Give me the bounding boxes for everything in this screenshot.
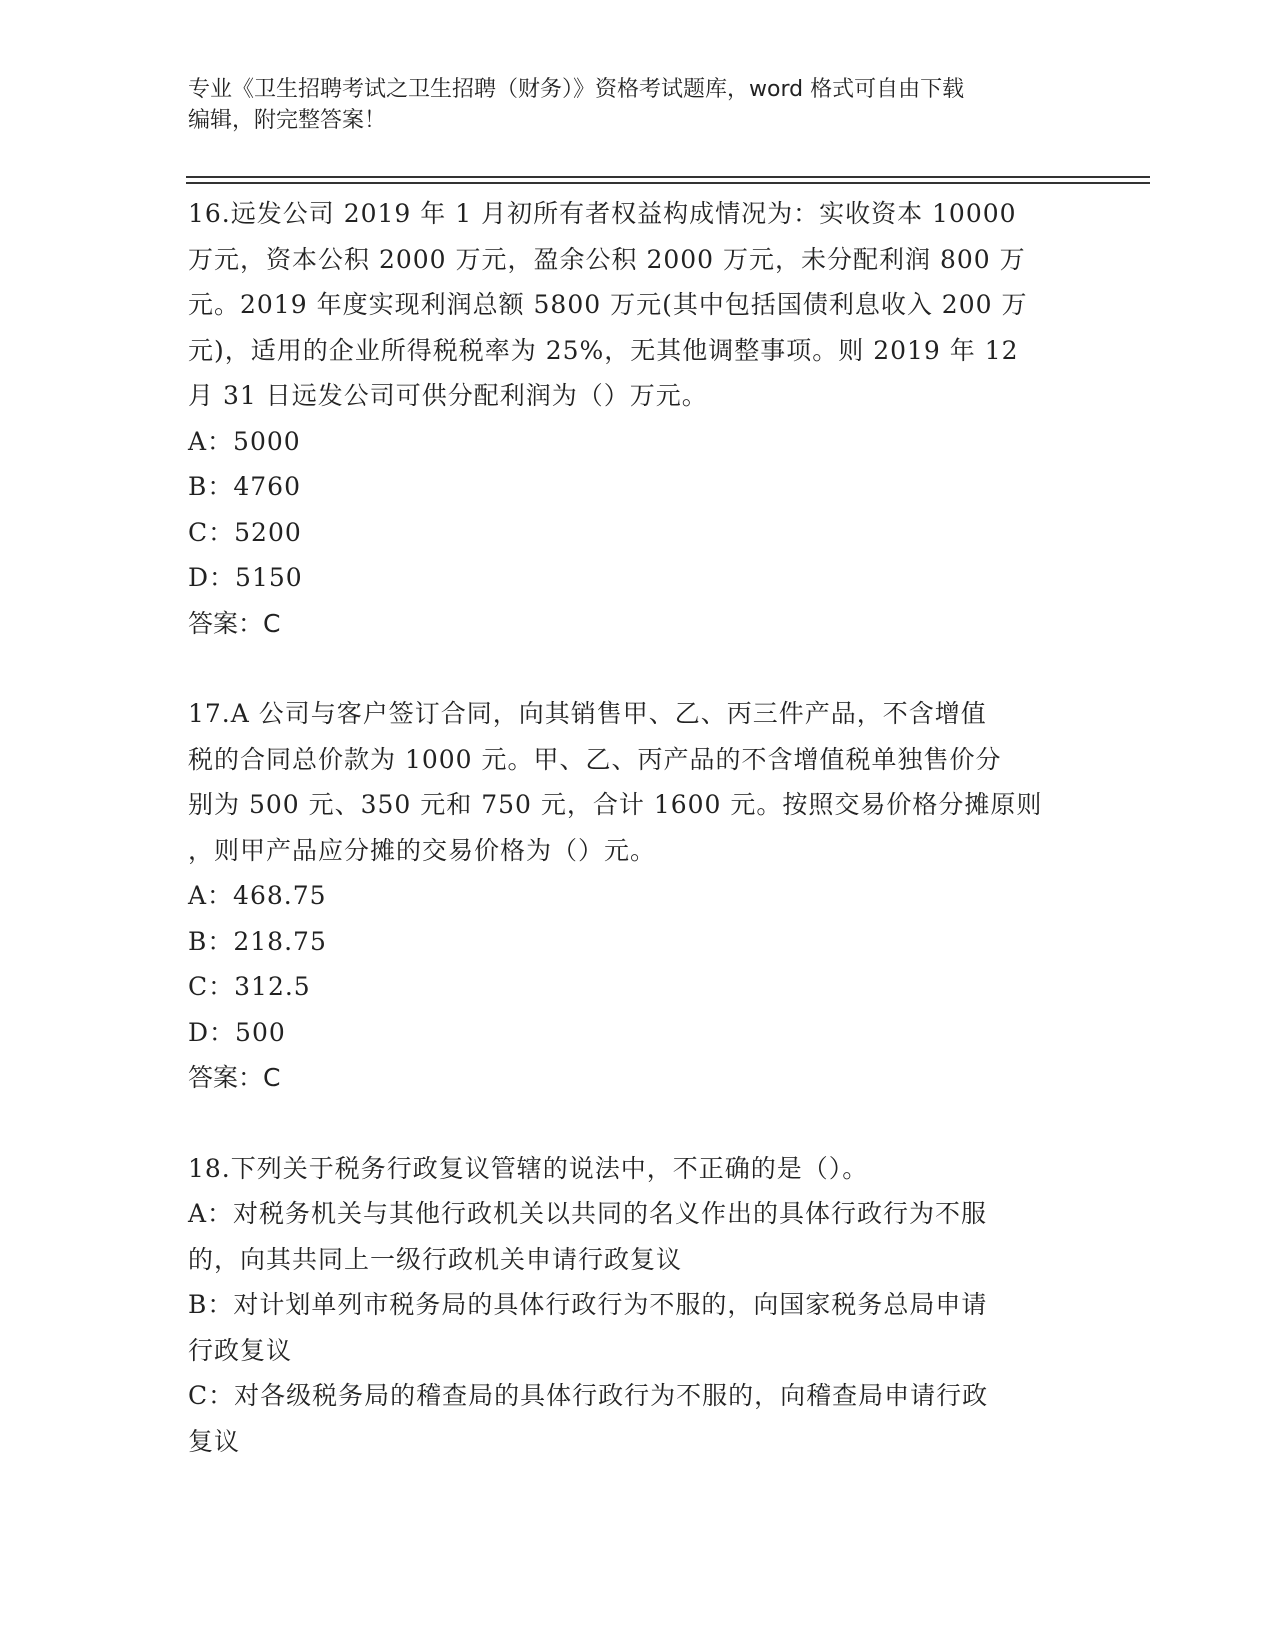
- question-stem-line: 万元，资本公积 2000 万元，盈余公积 2000 万元，未分配利润 800 万: [188, 244, 1026, 274]
- question-stem-line: 别为 500 元、350 元和 750 元，合计 1600 元。按照交易价格分摊原则: [188, 790, 1043, 819]
- page-header: [188, 74, 1088, 136]
- option-a: A：468.75: [188, 881, 327, 910]
- option-c-line: 复议: [188, 1426, 241, 1456]
- question-stem-line: 元。2019 年度实现利润总额 5800 万元(其中包括国债利息收入 200 万: [188, 290, 1028, 319]
- option-a-line: 的，向其共同上一级行政机关申请行政复议: [188, 1244, 683, 1274]
- option-a-line: A：对税务机关与其他行政机关以共同的名义作出的具体行政行为不服: [188, 1199, 988, 1228]
- question-17: [188, 691, 1068, 1101]
- header-line-2: 编辑，附完整答案！: [188, 108, 387, 133]
- header-divider-bottom: [186, 182, 1150, 184]
- question-stem-line: 元)，适用的企业所得税税率为 25%，无其他调整事项。则 2019 年 12: [188, 335, 1019, 365]
- question-list: [188, 191, 1068, 1464]
- question-stem-line: 16.远发公司 2019 年 1 月初所有者权益构成情况为：实收资本 10000: [188, 199, 1017, 228]
- option-d: D：5150: [188, 563, 303, 592]
- option-c-line: C：对各级税务局的稽查局的具体行政行为不服的，向稽查局申请行政: [188, 1381, 989, 1410]
- option-b-line: 行政复议: [188, 1335, 293, 1365]
- question-stem-line: 月 31 日远发公司可供分配利润为（）万元。: [188, 381, 708, 410]
- option-b: B：4760: [188, 472, 301, 501]
- option-a: A：5000: [188, 426, 301, 456]
- option-c: C：312.5: [188, 972, 311, 1001]
- question-16: [188, 191, 1068, 646]
- header-divider-top: [186, 176, 1150, 178]
- question-18: [188, 1146, 1068, 1465]
- spacer: [188, 646, 1068, 691]
- option-b-line: B：对计划单列市税务局的具体行政行为不服的，向国家税务总局申请: [188, 1290, 988, 1319]
- option-c: C：5200: [188, 517, 302, 547]
- answer: 答案：C: [188, 608, 281, 638]
- option-b: B：218.75: [188, 926, 327, 956]
- question-stem-line: 17.A 公司与客户签订合同，向其销售甲、乙、丙三件产品，不含增值: [188, 699, 987, 728]
- header-line-1: 专业《卫生招聘考试之卫生招聘（财务）》资格考试题库，word 格式可自由下载: [188, 77, 965, 102]
- answer: 答案：C: [188, 1063, 281, 1092]
- question-stem-line: ，则甲产品应分摊的交易价格为（）元。: [188, 835, 657, 865]
- question-stem-line: 税的合同总价款为 1000 元。甲、乙、丙产品的不含增值税单独售价分: [188, 744, 1002, 774]
- spacer: [188, 1101, 1068, 1146]
- option-d: D：500: [188, 1017, 286, 1047]
- question-stem-line: 18.下列关于税务行政复议管辖的说法中，不正确的是（）。: [188, 1153, 869, 1183]
